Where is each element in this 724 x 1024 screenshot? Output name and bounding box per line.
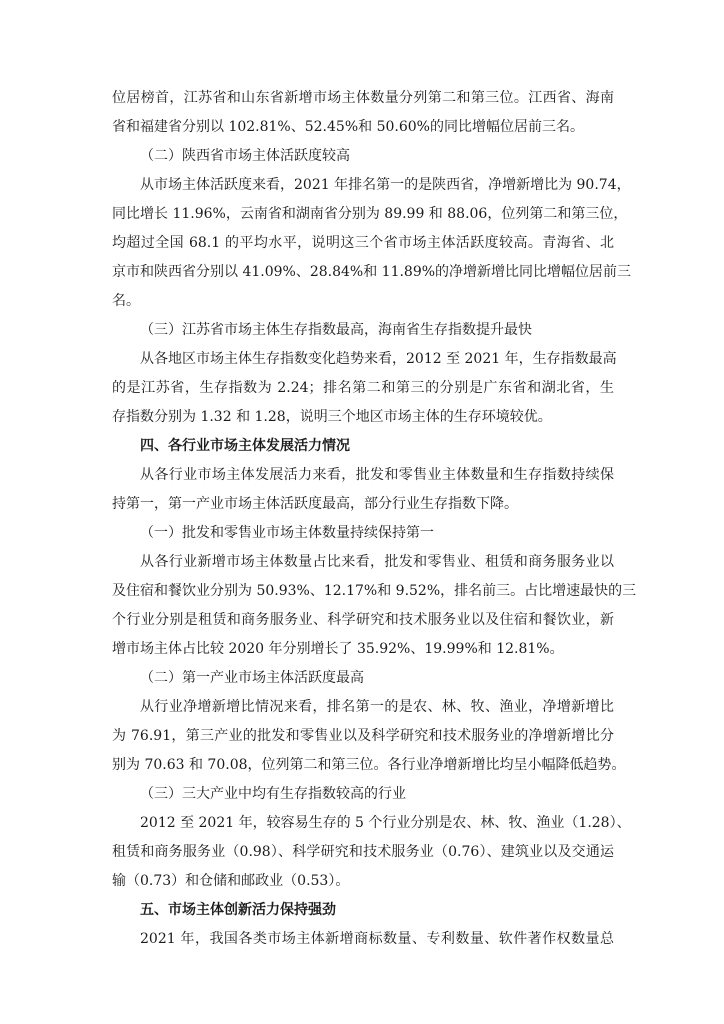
- section-heading-2: （二）陕西省市场主体活跃度较高: [140, 148, 350, 164]
- paragraph-line: 京市和陕西省分别以 41.09%、28.84%和 11.89%的净增新增比同比增幅位居前三: [112, 264, 632, 280]
- paragraph-line: 增市场主体占比较 2020 年分别增长了 35.92%、19.99%和 12.81%。: [112, 641, 564, 657]
- chapter-heading-5: 五、市场主体创新活力保持强劲: [140, 902, 336, 918]
- paragraph-line: 存指数分别为 1.32 和 1.28，说明三个地区市场主体的生存环境较优。: [112, 409, 552, 425]
- paragraph-line: 租赁和商务服务业（0.98）、科学研究和技术服务业（0.76）、建筑业以及交通运: [112, 844, 614, 860]
- paragraph-line: 名。: [112, 293, 140, 309]
- paragraph-line: 2012 至 2021 年，较容易生存的 5 个行业分别是农、林、牧、渔业（1.28）、: [140, 815, 631, 831]
- section-heading-2: （二）第一产业市场主体活跃度最高: [140, 670, 364, 686]
- paragraph-line: 个行业分别是租赁和商务服务业、科学研究和技术服务业以及住宿和餐饮业，新: [112, 612, 614, 628]
- paragraph-line: 位居榜首，江苏省和山东省新增市场主体数量分列第二和第三位。江西省、海南: [112, 90, 614, 106]
- paragraph-line: 别为 70.63 和 70.08，位列第二和第三位。各行业净增新增比均呈小幅降低趋势。: [112, 757, 626, 773]
- paragraph-line: 从各行业市场主体发展活力来看，批发和零售业主体数量和生存指数持续保: [140, 467, 614, 483]
- paragraph-line: 为 76.91，第三产业的批发和零售业以及科学研究和技术服务业的净增新增比分: [112, 728, 614, 744]
- paragraph-line: 从各行业新增市场主体数量占比来看，批发和零售业、租赁和商务服务业以: [140, 554, 614, 570]
- paragraph-line: 及住宿和餐饮业分别为 50.93%、12.17%和 9.52%，排名前三。占比增速最快的三: [112, 583, 637, 599]
- paragraph-line: 从行业净增新增比情况来看，排名第一的是农、林、牧、渔业，净增新增比: [140, 699, 614, 715]
- paragraph-line: 2021 年，我国各类市场主体新增商标数量、专利数量、软件著作权数量总: [140, 931, 614, 947]
- section-heading-3: （三）江苏省市场主体生存指数最高，海南省生存指数提升最快: [140, 322, 532, 338]
- paragraph-line: 省和福建省分别以 102.81%、52.45%和 50.60%的同比增幅位居前三名。: [112, 119, 584, 135]
- paragraph-line: 均超过全国 68.1 的平均水平，说明这三个省市场主体活跃度较高。青海省、北: [112, 235, 614, 251]
- chapter-heading-4: 四、各行业市场主体发展活力情况: [140, 438, 350, 454]
- paragraph-line: 同比增长 11.96%，云南省和湖南省分别为 89.99 和 88.06，位列第二和第三位，: [112, 206, 628, 222]
- paragraph-line: 输（0.73）和仓储和邮政业（0.53）。: [112, 873, 350, 889]
- paragraph-line: 从市场主体活跃度来看，2021 年排名第一的是陕西省，净增新增比为 90.74，: [140, 177, 631, 193]
- section-heading-1: （一）批发和零售业市场主体数量持续保持第一: [140, 525, 434, 541]
- paragraph-line: 的是江苏省，生存指数为 2.24；排名第二和第三的分别是广东省和湖北省，生: [112, 380, 614, 396]
- section-heading-3: （三）三大产业中均有生存指数较高的行业: [140, 786, 406, 802]
- paragraph-line: 从各地区市场主体生存指数变化趋势来看，2012 至 2021 年，生存指数最高: [140, 351, 617, 367]
- paragraph-line: 持第一，第一产业市场主体活跃度最高，部分行业生存指数下降。: [112, 496, 518, 512]
